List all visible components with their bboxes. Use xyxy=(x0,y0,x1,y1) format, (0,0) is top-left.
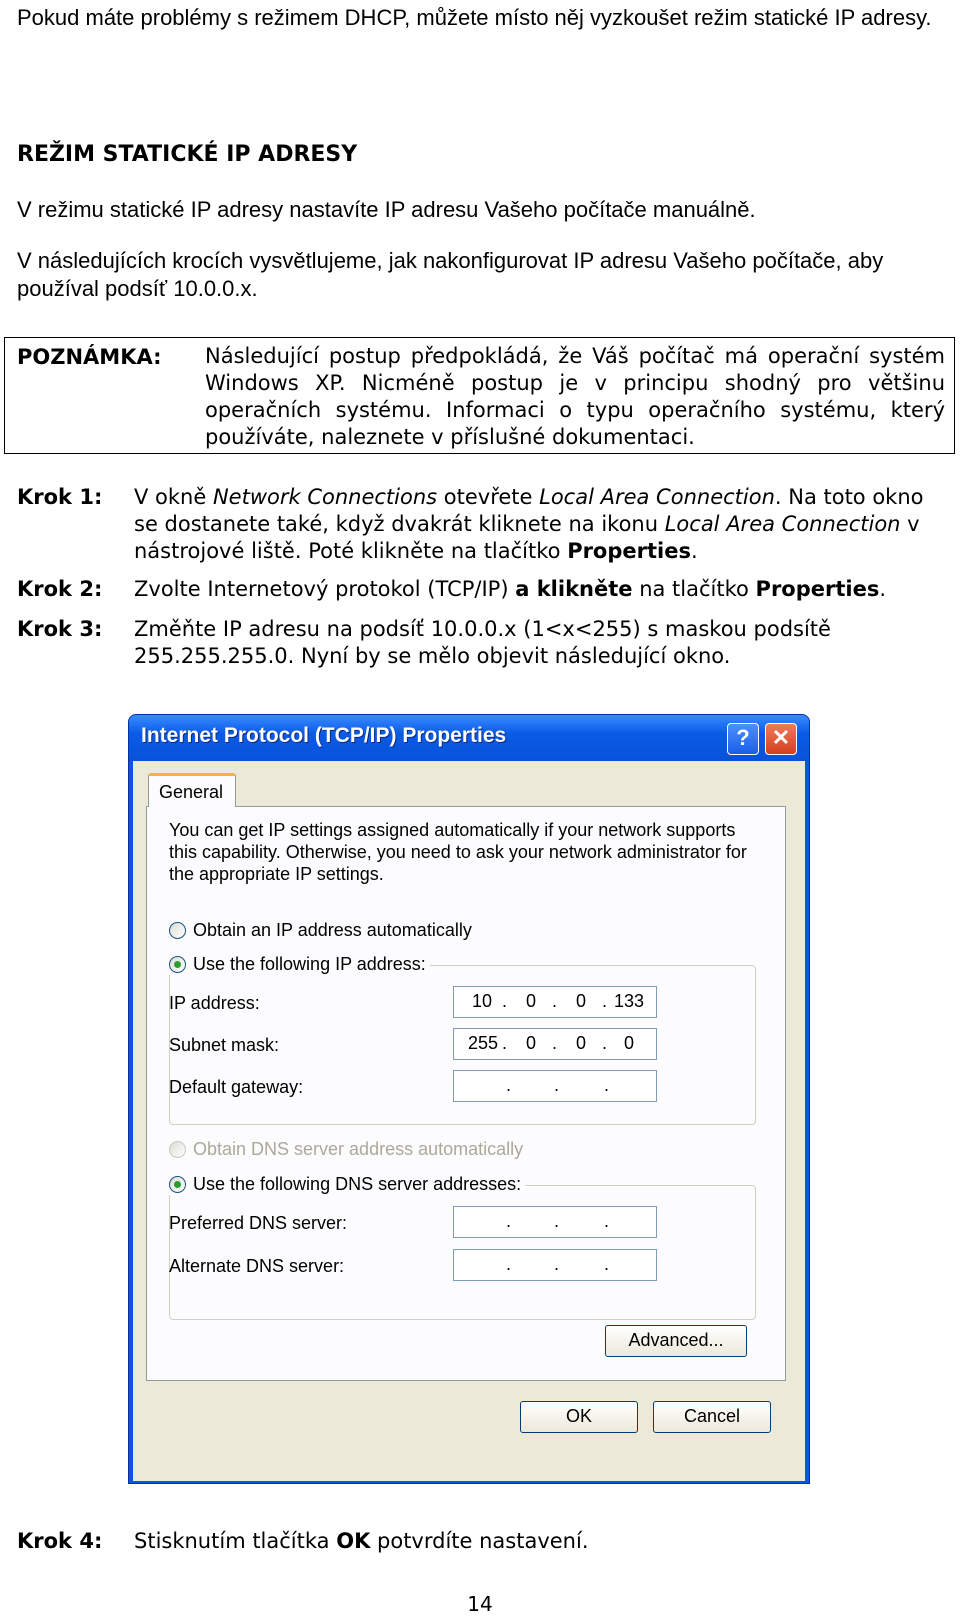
intro-paragraph: Pokud máte problémy s režimem DHCP, můžete místo něj vyzkoušet režim statické IP adresy. xyxy=(17,5,932,30)
dialog-titlebar xyxy=(129,715,809,761)
note-label: POZNÁMKA: xyxy=(17,345,162,369)
general-panel xyxy=(146,806,786,1381)
section-heading: REŽIM STATICKÉ IP ADRESY xyxy=(17,142,358,167)
paragraph-static-mode: V režimu statické IP adresy nastavíte IP adresu Vašeho počítače manuálně. xyxy=(17,197,756,222)
step-1-label: Krok 1: xyxy=(17,485,103,509)
advanced-button[interactable]: Advanced... xyxy=(605,1325,747,1357)
mask-octet-2: 0 xyxy=(526,1033,537,1053)
mask-octet-4: 0 xyxy=(624,1033,635,1053)
step-2-label: Krok 2: xyxy=(17,577,103,601)
radio-dns-manual-label: Use the following DNS server addresses: xyxy=(193,1174,522,1194)
radio-ip-manual[interactable] xyxy=(169,956,186,973)
page-number: 14 xyxy=(467,1592,493,1616)
radio-ip-auto[interactable] xyxy=(169,922,186,939)
step-2-text: Zvolte Internetový protokol (TCP/IP) a klikněte na tlačítko Properties. xyxy=(134,577,887,601)
radio-ip-manual-row[interactable] xyxy=(169,954,430,975)
tab-general[interactable]: General xyxy=(148,773,236,807)
step-1-text: V okně Network Connections otevřete Local Area Connection. Na toto okno se dostanete také, když dvakrát kliknete na ikonu Local Area Connection v nástrojové liště. Poté klikněte na tlačítko Properties. xyxy=(134,485,924,563)
mask-octet-3: 0 xyxy=(576,1033,587,1053)
alternate-dns-field[interactable]: . . . xyxy=(453,1249,657,1281)
subnet-mask-field[interactable]: 255 . 0 . 0 . 0 xyxy=(453,1028,657,1060)
close-icon[interactable]: ✕ xyxy=(765,723,797,755)
note-text: Následující postup předpokládá, že Váš počítač má operační systém Windows XP. Nicméně postup je v principu shodný pro většinu operačních systému. Informaci o typu operačního systému, který používáte, naleznete v příslušné dokumentaci. xyxy=(205,344,945,449)
default-gateway-label: Default gateway: xyxy=(169,1077,304,1097)
step-3-label: Krok 3: xyxy=(17,617,103,641)
dialog-client-area xyxy=(133,761,805,1481)
dialog-title: Internet Protocol (TCP/IP) Properties xyxy=(141,724,507,747)
ip-address-field[interactable]: 10 . 0 . 0 . 133 xyxy=(453,986,657,1018)
radio-dns-manual[interactable] xyxy=(169,1176,186,1193)
step-4-label: Krok 4: xyxy=(17,1529,103,1553)
preferred-dns-field[interactable]: . . . xyxy=(453,1206,657,1238)
help-icon[interactable]: ? xyxy=(727,723,759,755)
dialog-description: You can get IP settings assigned automatically if your network supports this capability. Otherwise, you need to ask your network administrator for the appropriate IP settings. xyxy=(169,820,747,884)
step-4-text: Stisknutím tlačítka OK potvrdíte nastavení. xyxy=(134,1529,589,1553)
radio-dns-auto-row[interactable] xyxy=(169,1139,523,1160)
ip-octet-3: 0 xyxy=(576,991,587,1011)
default-gateway-field[interactable]: . . . xyxy=(453,1070,657,1102)
radio-dns-manual-row[interactable] xyxy=(169,1174,525,1195)
alternate-dns-label: Alternate DNS server: xyxy=(169,1256,345,1276)
radio-dns-auto[interactable] xyxy=(169,1141,186,1158)
subnet-mask-label: Subnet mask: xyxy=(169,1035,280,1055)
tcpip-properties-dialog xyxy=(128,714,810,1484)
radio-dns-auto-label: Obtain DNS server address automatically xyxy=(193,1139,524,1159)
cancel-button[interactable]: Cancel xyxy=(653,1401,771,1433)
ip-octet-1: 10 xyxy=(472,991,493,1011)
radio-ip-auto-label: Obtain an IP address automatically xyxy=(193,920,472,940)
mask-octet-1: 255 xyxy=(468,1033,499,1053)
paragraph-steps-intro: V následujících krocích vysvětlujeme, jak nakonfigurovat IP adresu Vašeho počítače, aby používal podsíť 10.0.0.x. xyxy=(17,248,884,301)
step-3-text: Změňte IP adresu na podsíť 10.0.0.x (1<x<255) s maskou podsítě 255.255.255.0. Nyní by se mělo objevit následující okno. xyxy=(134,617,831,668)
preferred-dns-label: Preferred DNS server: xyxy=(169,1213,348,1233)
radio-ip-auto-row[interactable] xyxy=(169,920,472,941)
radio-ip-manual-label: Use the following IP address: xyxy=(193,954,426,974)
ip-octet-4: 133 xyxy=(614,991,645,1011)
ok-button[interactable]: OK xyxy=(520,1401,638,1433)
ip-octet-2: 0 xyxy=(526,991,537,1011)
ip-address-label: IP address: xyxy=(169,993,260,1013)
